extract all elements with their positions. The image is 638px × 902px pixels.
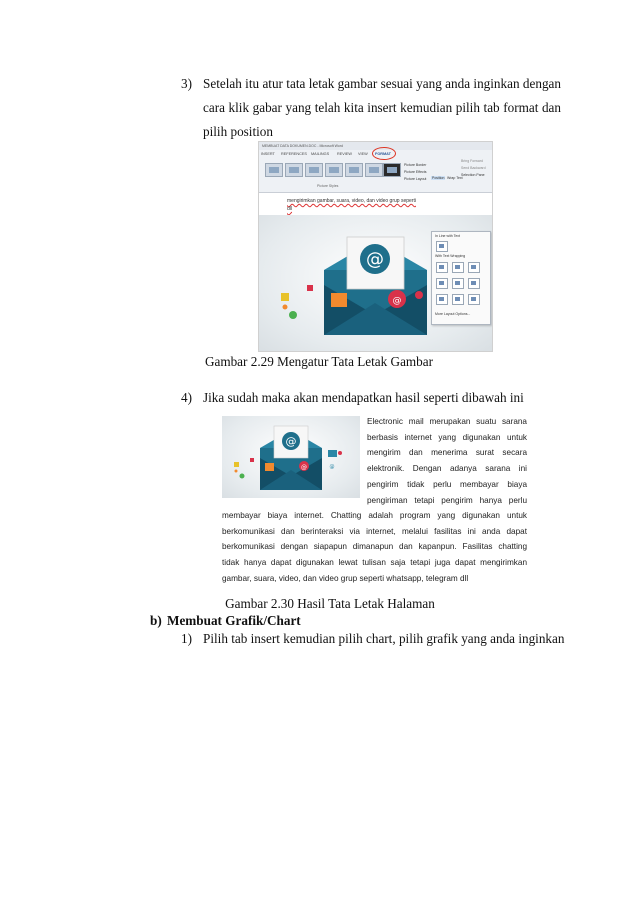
picture-style-1[interactable]	[265, 163, 283, 177]
tab-view[interactable]: VIEW	[358, 152, 368, 156]
bring-forward-label[interactable]: Bring Forward	[461, 159, 483, 163]
with-text-wrapping-label: With Text Wrapping	[435, 254, 466, 258]
full-line: berkomunikasi dengan siapapun dimanapun dan kapanpun. Fasilitas chatting	[222, 542, 527, 552]
section-b-heading: Membuat Grafik/Chart	[167, 613, 301, 628]
document-text	[287, 197, 437, 213]
result-email-illustration	[222, 416, 360, 498]
step-3-line-3: pilih position	[203, 124, 273, 139]
svg-text:@: @	[285, 435, 297, 448]
position-dropdown[interactable]	[431, 231, 491, 325]
section-b-label: b)	[150, 613, 162, 628]
wrap-option-9[interactable]	[468, 294, 480, 305]
wrap-text-button-label[interactable]: Wrap Text	[447, 176, 463, 180]
result-envelope-graphic	[222, 416, 360, 498]
picture-layout-label[interactable]: Picture Layout	[404, 177, 427, 181]
section-b-step-1-text: Pilih tab insert kemudian pilih chart, pilih grafik yang anda inginkan	[203, 631, 565, 646]
wrapped-line: Electronic mail merupakan suatu sarana	[367, 417, 527, 426]
figure-word-position-screenshot	[258, 141, 493, 352]
position-button-label[interactable]: Position	[432, 176, 445, 180]
selection-pane-label[interactable]: Selection Pane	[461, 173, 485, 177]
wrapped-text-right	[367, 414, 527, 508]
picture-styles-group-label: Picture Styles	[317, 184, 339, 188]
full-line: gambar, suara, video, dan video grup seperti whatsapp, telegram dll	[222, 573, 469, 583]
wrap-option-4[interactable]	[436, 278, 448, 289]
tab-insert[interactable]: INSERT	[261, 152, 275, 156]
in-line-with-text-label: In Line with Text	[435, 234, 461, 238]
wrapped-line: pengirim tidak perlu membayar biaya	[367, 479, 527, 489]
tab-format[interactable]: FORMAT	[375, 152, 391, 156]
full-line: tidak hanya dapat digunakan lewat tulisan saja tetapi juga dapat mengirimkan	[222, 558, 527, 568]
wrap-option-3[interactable]	[468, 262, 480, 273]
figure-1-caption: Gambar 2.29 Mengatur Tata Letak Gambar	[204, 354, 434, 369]
step-3-line-1: Setelah itu atur tata letak gambar sesuai yang anda inginkan dengan	[203, 76, 561, 91]
full-line: membayar biaya internet. Chatting adalah program yang digunakan untuk	[222, 511, 527, 520]
wrap-option-8[interactable]	[452, 294, 464, 305]
wrapped-line: mengirim dan menerima surat secara	[367, 448, 527, 458]
document-area	[259, 193, 492, 351]
picture-style-3[interactable]	[305, 163, 323, 177]
inline-option[interactable]	[436, 241, 448, 252]
step-3-line-2: cara klik gabar yang telah kita insert kemudian pilih tab format dan	[203, 100, 561, 115]
svg-text:@: @	[329, 464, 335, 470]
tab-mailings[interactable]: MAILINGS	[311, 152, 330, 156]
wrapped-line: elektronik. Dengan adanya sarana ini	[367, 464, 527, 474]
wrap-option-2[interactable]	[452, 262, 464, 273]
wrapped-line: pengiriman tetapi pengirim hanya perlu	[367, 495, 527, 505]
wrap-option-6[interactable]	[468, 278, 480, 289]
picture-style-2[interactable]	[285, 163, 303, 177]
ribbon	[259, 142, 492, 193]
wrap-option-1[interactable]	[436, 262, 448, 273]
picture-style-6[interactable]	[365, 163, 383, 177]
document-line-2: dll	[287, 206, 293, 212]
wrap-option-7[interactable]	[436, 294, 448, 305]
figure-layout-result	[222, 414, 527, 592]
document-line-1: mengirimkan gambar, suara, video, dan video grup seperti	[287, 198, 416, 204]
tab-review[interactable]: REVIEW	[337, 152, 352, 156]
more-layout-options-label[interactable]: More Layout Options...	[435, 312, 471, 316]
send-backward-label[interactable]: Send Backward	[461, 166, 486, 170]
step-3-number: 3)	[181, 76, 192, 91]
step-4-number: 4)	[181, 390, 192, 405]
picture-border-label[interactable]: Picture Border	[404, 163, 427, 167]
svg-text:@: @	[366, 249, 384, 270]
wrapped-text-full	[222, 508, 527, 587]
window-title: MEMBUAT DATA DOKUMEN.DOC - Microsoft Word	[259, 142, 493, 150]
picture-style-7[interactable]	[383, 163, 401, 177]
picture-style-5[interactable]	[345, 163, 363, 177]
figure-2-caption: Gambar 2.30 Hasil Tata Letak Halaman	[225, 596, 435, 611]
picture-style-4[interactable]	[325, 163, 343, 177]
svg-text:@: @	[301, 464, 307, 471]
picture-effects-label[interactable]: Picture Effects	[404, 170, 427, 174]
full-line: berkomunikasi dan berinteraksi via internet, melalui fasilitas ini anda dapat	[222, 526, 527, 536]
step-4-text: Jika sudah maka akan mendapatkan hasil seperti dibawah ini	[203, 390, 524, 405]
wrapped-line: berbasis internet yang digunakan untuk	[367, 432, 527, 442]
tab-references[interactable]: REFERENCES	[281, 152, 307, 156]
section-b-step-1-number: 1)	[181, 631, 192, 646]
svg-text:@: @	[392, 296, 402, 306]
format-tab-highlight	[372, 147, 396, 160]
wrap-option-5[interactable]	[452, 278, 464, 289]
